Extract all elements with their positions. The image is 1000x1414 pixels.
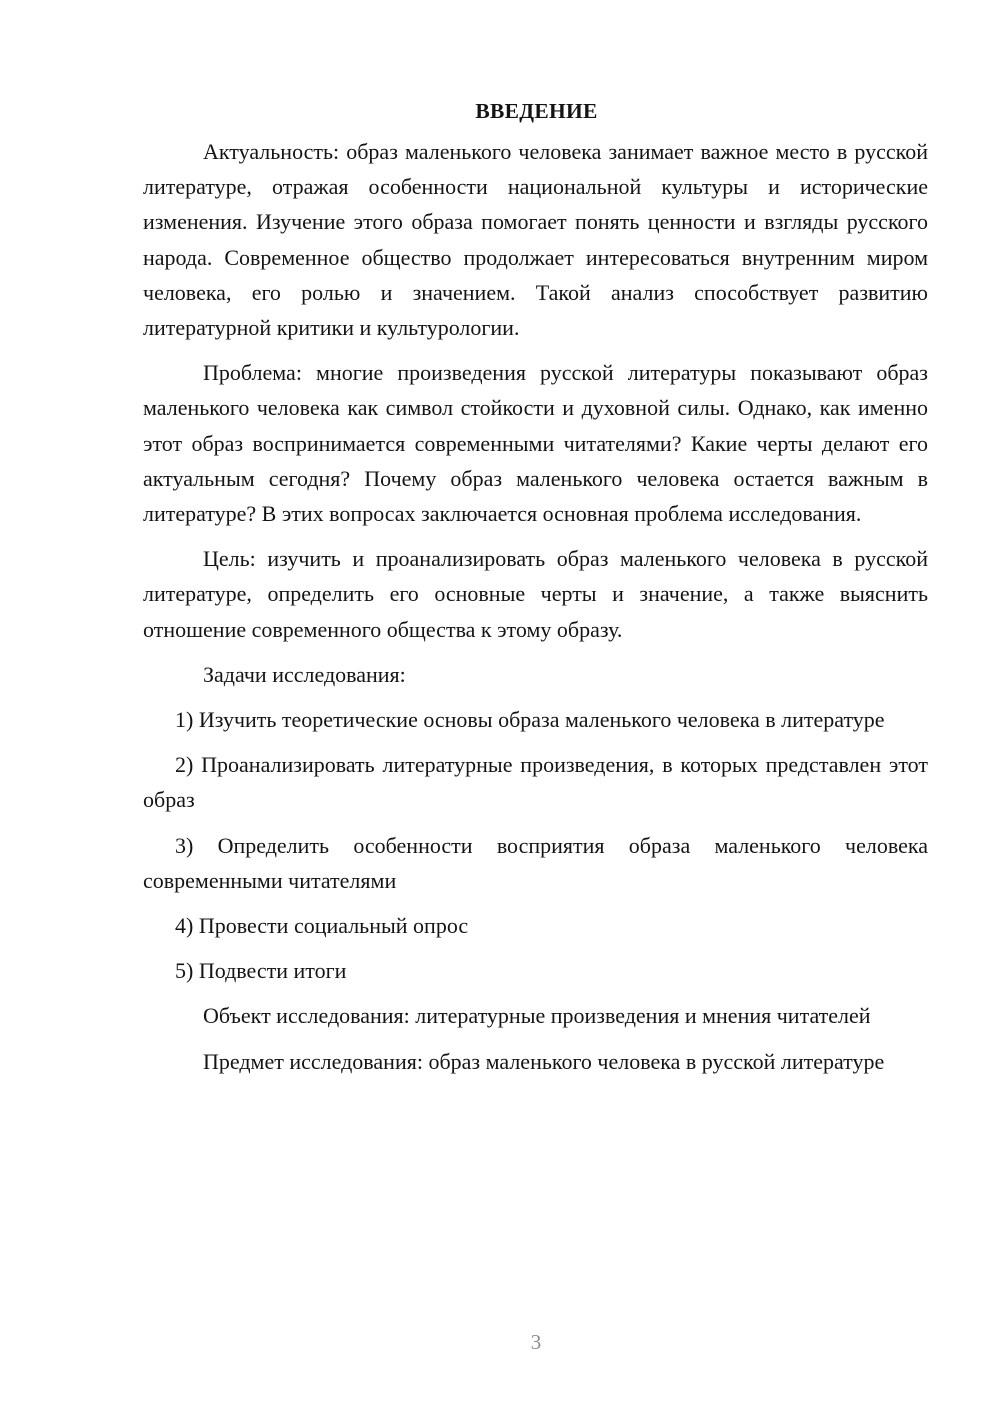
task-item: 2) Проанализировать литературные произведения, в которых представлен этот образ — [143, 752, 928, 813]
subject-paragraph: Предмет исследования: образ маленького человека в русской литературе — [203, 1048, 885, 1074]
task-item: 1) Изучить теоретические основы образа маленького человека в литературе — [175, 707, 885, 733]
task-item: 4) Провести социальный опрос — [175, 913, 469, 939]
page-content — [143, 92, 928, 1079]
goal-paragraph: Цель: изучить и проанализировать образ маленького человека в русской литературе, определить его основные черты и значение, а также выяснить отношение современного общества к этому образу. — [143, 546, 928, 642]
relevance-paragraph: Актуальность: образ маленького человека занимает важное место в русской литературе, отражая особенности национальной культуры и исторические изменения. Изучение этого образа помогает понять ценности и взгляды русского народа. Современное общество продолжает интересоваться внутренним миром человека, его ролью и значением. Такой анализ способствует развитию литературной критики и культурологии. — [143, 139, 928, 341]
task-item: 3) Определить особенности восприятия образа маленького человека современными читателями — [143, 832, 928, 893]
object-paragraph: Объект исследования: литературные произведения и мнения читателей — [203, 1003, 871, 1029]
section-heading: ВВЕДЕНИЕ — [475, 99, 598, 123]
tasks-heading: Задачи исследования: — [203, 661, 406, 687]
task-item: 5) Подвести итоги — [175, 958, 347, 984]
problem-paragraph: Проблема: многие произведения русской литературы показывают образ маленького человека как символ стойкости и духовной силы. Однако, как именно этот образ воспринимается современными читателями? Какие черты делают его актуальным сегодня? Почему образ маленького человека остается важным в литературе? В этих вопросах заключается основная проблема исследования. — [143, 360, 928, 527]
page-number: 3 — [530, 1330, 542, 1354]
tasks-list — [143, 702, 928, 988]
